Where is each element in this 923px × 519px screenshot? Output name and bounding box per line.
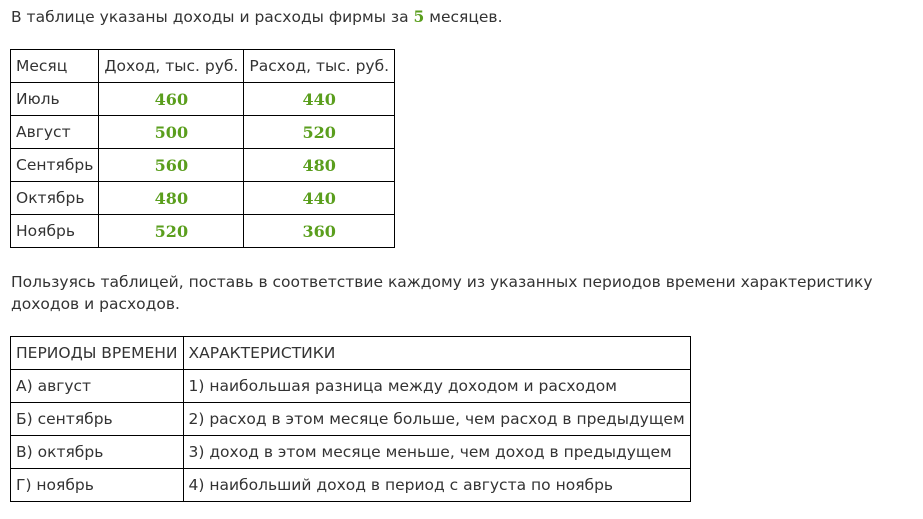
- cell-income: 520: [99, 215, 244, 248]
- table-row: [11, 116, 395, 149]
- cell-expense: 480: [244, 149, 395, 182]
- header-characteristics: ХАРАКТЕРИСТИКИ: [183, 337, 690, 370]
- income-expense-table: [10, 49, 395, 248]
- cell-expense: 360: [244, 215, 395, 248]
- table-row: [11, 149, 395, 182]
- header-income: Доход, тыс. руб.: [99, 50, 244, 83]
- header-periods: ПЕРИОДЫ ВРЕМЕНИ: [11, 337, 184, 370]
- cell-characteristic: 3) доход в этом месяце меньше, чем доход в предыдущем: [183, 436, 690, 469]
- table-header-row: [11, 337, 691, 370]
- cell-period: Г) ноябрь: [11, 469, 184, 502]
- table-row: [11, 469, 691, 502]
- months-count: 5: [413, 7, 425, 26]
- intro-text-before: В таблице указаны доходы и расходы фирмы за: [11, 8, 414, 26]
- cell-income: 480: [99, 182, 244, 215]
- question-text: Пользуясь таблицей, поставь в соответствие каждому из указанных периодов времени характеристику доходов и расходов.: [11, 273, 873, 313]
- cell-expense: 520: [244, 116, 395, 149]
- table-row: [11, 83, 395, 116]
- header-expense: Расход, тыс. руб.: [244, 50, 395, 83]
- cell-period: Б) сентябрь: [11, 403, 184, 436]
- header-month: Месяц: [11, 50, 99, 83]
- table-row: [11, 182, 395, 215]
- cell-income: 560: [99, 149, 244, 182]
- table-row: [11, 403, 691, 436]
- table-row: [11, 215, 395, 248]
- cell-characteristic: 4) наибольший доход в период с августа по ноябрь: [183, 469, 690, 502]
- cell-month: Ноябрь: [11, 215, 99, 248]
- cell-characteristic: 2) расход в этом месяце больше, чем расход в предыдущем: [183, 403, 690, 436]
- cell-month: Июль: [11, 83, 99, 116]
- intro-text: [11, 6, 503, 28]
- cell-characteristic: 1) наибольшая разница между доходом и расходом: [183, 370, 690, 403]
- matching-table: [10, 336, 691, 502]
- cell-expense: 440: [244, 83, 395, 116]
- cell-period: В) октябрь: [11, 436, 184, 469]
- cell-month: Октябрь: [11, 182, 99, 215]
- cell-expense: 440: [244, 182, 395, 215]
- cell-month: Сентябрь: [11, 149, 99, 182]
- intro-text-after: месяцев.: [424, 8, 503, 26]
- table-row: [11, 436, 691, 469]
- cell-income: 460: [99, 83, 244, 116]
- cell-period: А) август: [11, 370, 184, 403]
- cell-month: Август: [11, 116, 99, 149]
- cell-income: 500: [99, 116, 244, 149]
- table-row: [11, 370, 691, 403]
- table-header-row: [11, 50, 395, 83]
